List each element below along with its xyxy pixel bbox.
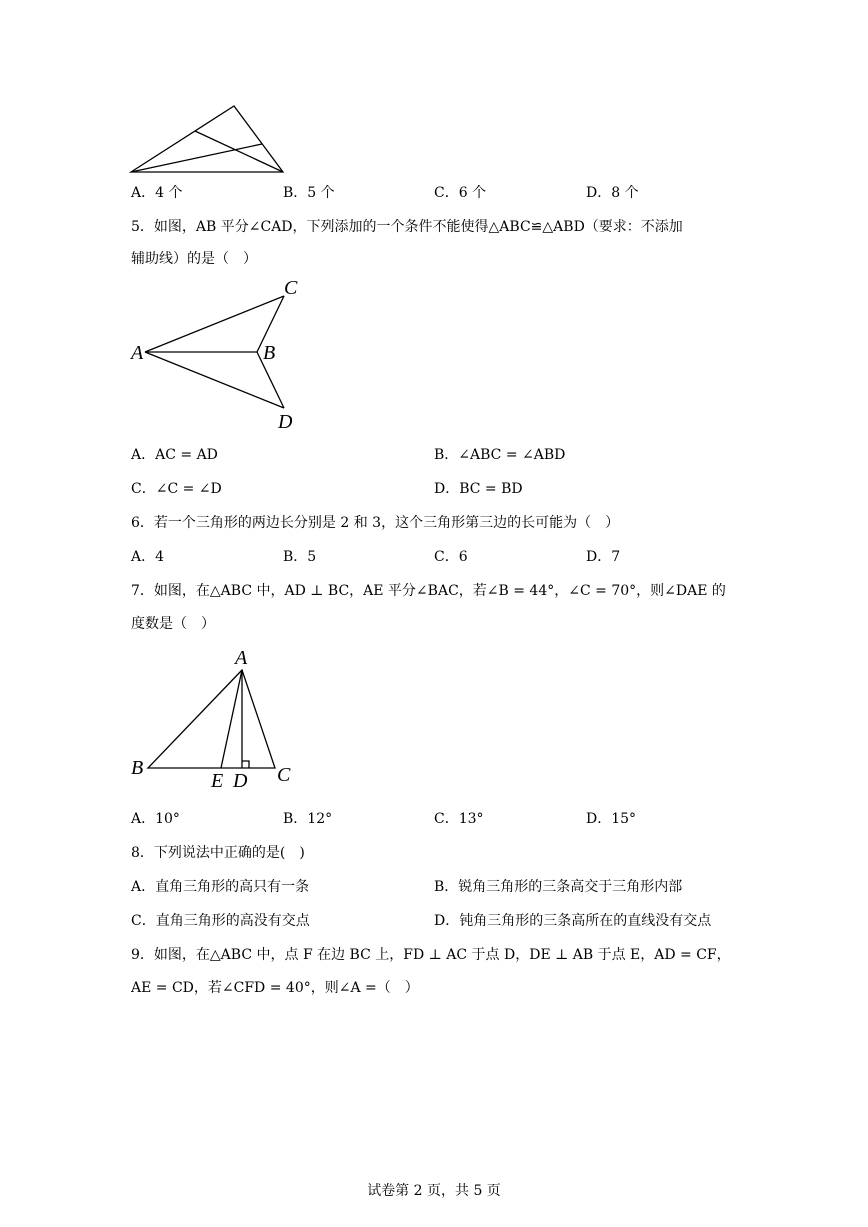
q8-option-d[interactable]: D．钝角三角形的三条高所在的直线没有交点: [434, 913, 712, 929]
q7-option-d[interactable]: D．15°: [586, 811, 637, 827]
q5-stem-line1: 5．如图，AB 平分∠CAD，下列添加的一个条件不能使得△ABC≌△ABD（要求：不添加: [131, 219, 683, 235]
q8-option-a[interactable]: A．直角三角形的高只有一条: [131, 879, 310, 895]
q5-option-c[interactable]: C．∠C = ∠D: [131, 481, 222, 497]
q7-option-a[interactable]: A．10°: [131, 811, 180, 827]
q5-label-b: B: [263, 342, 276, 364]
q8-option-c[interactable]: C．直角三角形的高没有交点: [131, 913, 310, 929]
q7-option-c[interactable]: C．13°: [434, 811, 484, 827]
q6-option-a[interactable]: A．4: [131, 549, 165, 565]
q5-option-a[interactable]: A．AC = AD: [131, 447, 218, 463]
q5-option-d[interactable]: D．BC = BD: [434, 481, 523, 497]
q8-option-b[interactable]: B．锐角三角形的三条高交于三角形内部: [434, 879, 683, 895]
q7-label-a: A: [235, 647, 248, 669]
q9-stem-line1: 9．如图，在△ABC 中，点 F 在边 BC 上，FD ⊥ AC 于点 D，DE ⊥ AB 于点 E，AD = CF，: [131, 947, 731, 963]
q7-stem-line2: 度数是（ ）: [131, 616, 215, 632]
q6-option-d[interactable]: D．7: [586, 549, 621, 565]
page-footer: 试卷第 2 页，共 5 页: [367, 1183, 501, 1199]
q6-option-b[interactable]: B．5: [283, 549, 317, 565]
q7-stem-line1: 7．如图，在△ABC 中，AD ⊥ BC，AE 平分∠BAC，若∠B = 44°，∠C = 70°，则∠DAE 的: [131, 583, 726, 599]
q5-option-b[interactable]: B．∠ABC = ∠ABD: [434, 447, 566, 463]
q6-stem-line1: 6．若一个三角形的两边长分别是 2 和 3，这个三角形第三边的长可能为（ ）: [131, 515, 620, 531]
q4-option-c[interactable]: C．6 个: [434, 185, 487, 201]
q7-label-b: B: [131, 757, 144, 779]
q7-label-d: D: [233, 770, 248, 792]
q5-label-c: C: [284, 277, 298, 299]
q5-stem-line2: 辅助线）的是（ ）: [131, 251, 257, 267]
q5-label-a: A: [131, 342, 144, 364]
q7-label-c: C: [277, 764, 291, 786]
q5-label-d: D: [278, 411, 293, 433]
q7-label-e: E: [211, 770, 224, 792]
q7-option-b[interactable]: B．12°: [283, 811, 333, 827]
q6-option-c[interactable]: C．6: [434, 549, 468, 565]
q4-option-d[interactable]: D．8 个: [586, 185, 639, 201]
q4-option-a[interactable]: A．4 个: [131, 185, 183, 201]
q8-stem-line1: 8．下列说法中正确的是( ): [131, 845, 305, 861]
q4-option-b[interactable]: B．5 个: [283, 185, 335, 201]
q9-stem-line2: AE = CD，若∠CFD = 40°，则∠A =（ ）: [131, 980, 419, 996]
